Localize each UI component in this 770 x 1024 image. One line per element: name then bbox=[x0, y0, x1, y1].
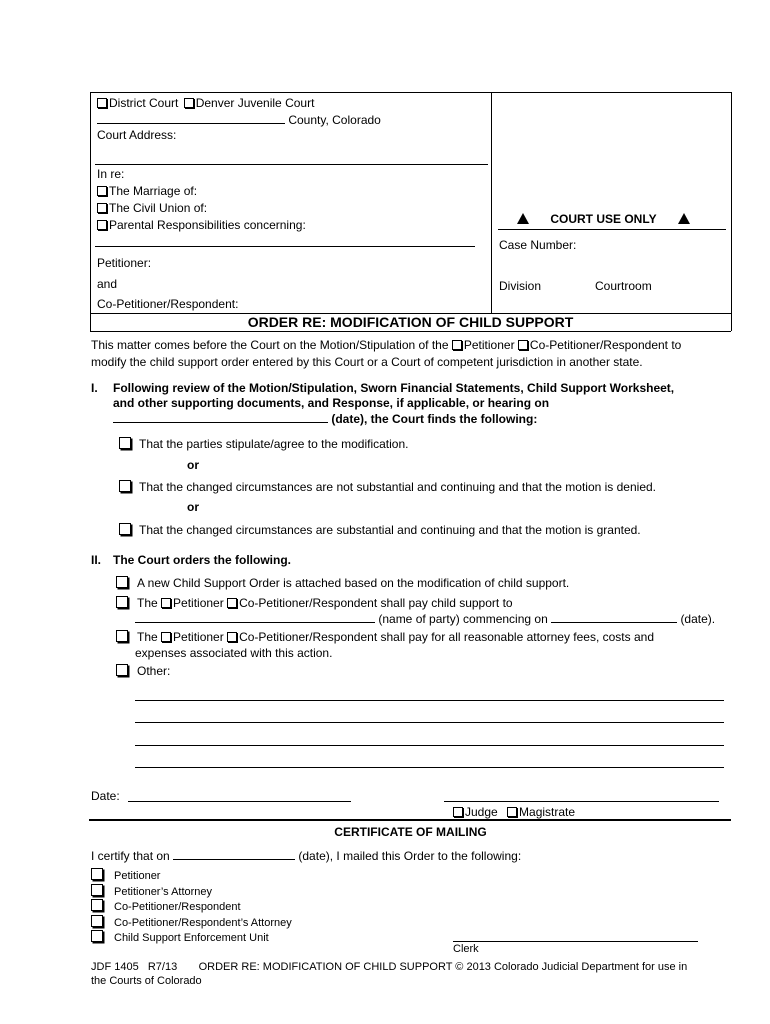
commencing-date-field[interactable] bbox=[551, 611, 677, 623]
list-item bbox=[91, 868, 292, 884]
order-2-petitioner-checkbox[interactable] bbox=[161, 598, 171, 608]
or-label: or bbox=[187, 500, 199, 514]
signature-line[interactable] bbox=[444, 801, 719, 802]
certify-text: I certify that on bbox=[91, 849, 170, 863]
county-line bbox=[97, 112, 381, 127]
order-3-petitioner-checkbox[interactable] bbox=[161, 632, 171, 642]
order-2-text: Co-Petitioner/Respondent shall pay child support to bbox=[239, 596, 513, 610]
date-label: Date: bbox=[91, 789, 120, 803]
county-field[interactable] bbox=[97, 112, 285, 124]
recipient-label: Petitioner’s Attorney bbox=[114, 885, 213, 898]
finding-1-checkbox[interactable] bbox=[119, 437, 131, 449]
list-item bbox=[91, 915, 292, 931]
order-3-line-2: expenses associated with this action. bbox=[135, 646, 333, 660]
recipient-label: Child Support Enforcement Unit bbox=[114, 932, 269, 944]
date-field[interactable] bbox=[128, 801, 351, 802]
recipient-checkbox[interactable] bbox=[91, 868, 103, 880]
hearing-date-field[interactable] bbox=[113, 411, 328, 423]
civil-union-label: The Civil Union of: bbox=[109, 201, 208, 215]
marriage-label: The Marriage of: bbox=[109, 184, 198, 198]
finding-option-3 bbox=[119, 523, 641, 537]
district-court-label: District Court bbox=[109, 96, 179, 110]
order-option-2 bbox=[116, 596, 513, 610]
order-2-petitioner-label: Petitioner bbox=[173, 596, 224, 610]
magistrate-label: Magistrate bbox=[519, 805, 576, 819]
intro-line-2: modify the child support order entered by this Court or a Court of competent jurisdiction in another state. bbox=[91, 355, 643, 369]
division-label: Division bbox=[499, 279, 542, 293]
order-3-petitioner-label: Petitioner bbox=[173, 630, 224, 644]
order-2-name-label: (name of party) commencing on bbox=[378, 612, 548, 626]
footer-line-2: the Courts of Colorado bbox=[91, 975, 202, 987]
order-3-checkbox[interactable] bbox=[116, 630, 128, 642]
order-option-1 bbox=[116, 576, 569, 590]
order-3-text: Co-Petitioner/Respondent shall pay for all reasonable attorney fees, costs and bbox=[239, 630, 654, 644]
recipient-label: Co-Petitioner/Respondent’s Attorney bbox=[114, 916, 292, 929]
section-1-number: I. bbox=[91, 381, 98, 395]
recipient-list bbox=[91, 868, 292, 946]
recipient-checkbox[interactable] bbox=[91, 915, 103, 927]
intro-text: This matter comes before the Court on the Motion/Stipulation of the bbox=[91, 338, 449, 352]
court-use-only-label: COURT USE ONLY bbox=[550, 212, 657, 226]
order-1-label: A new Child Support Order is attached based on the modification of child support. bbox=[137, 576, 570, 590]
finding-1-label: That the parties stipulate/agree to the modification. bbox=[139, 437, 409, 451]
section-1-line-3-text: (date), the Court finds the following: bbox=[331, 412, 538, 426]
list-item bbox=[91, 930, 292, 946]
recipient-checkbox[interactable] bbox=[91, 899, 103, 911]
case-number-label: Case Number: bbox=[499, 238, 577, 252]
judge-label: Judge bbox=[465, 805, 498, 819]
magistrate-checkbox[interactable] bbox=[507, 807, 517, 817]
clerk-signature-line[interactable] bbox=[453, 941, 698, 942]
finding-option-1 bbox=[119, 437, 409, 451]
denver-juvenile-checkbox[interactable] bbox=[184, 98, 194, 108]
other-line[interactable] bbox=[135, 722, 724, 723]
order-2-co-petitioner-checkbox[interactable] bbox=[227, 598, 237, 608]
order-option-3 bbox=[116, 630, 654, 644]
other-line[interactable] bbox=[135, 745, 724, 746]
finding-3-label: That the changed circumstances are substantial and continuing and that the motion is granted. bbox=[139, 523, 641, 537]
recipient-checkbox[interactable] bbox=[91, 884, 103, 896]
certify-text-2: (date), I mailed this Order to the following: bbox=[298, 849, 522, 863]
footer-line-1: JDF 1405 R7/13 ORDER RE: MODIFICATION OF CHILD SUPPORT © 2013 Colorado Judicial Department for use in bbox=[91, 961, 688, 973]
judge-checkbox[interactable] bbox=[453, 807, 463, 817]
other-line[interactable] bbox=[135, 767, 724, 768]
party-name-field[interactable] bbox=[135, 611, 375, 623]
courtroom-label: Courtroom bbox=[595, 279, 652, 293]
court-selection bbox=[97, 96, 314, 110]
order-option-other bbox=[116, 664, 170, 678]
list-item bbox=[91, 884, 292, 900]
co-petitioner-label: Co-Petitioner/Respondent: bbox=[97, 297, 239, 311]
civil-union-checkbox[interactable] bbox=[97, 203, 107, 213]
mailing-date-field[interactable] bbox=[173, 848, 295, 860]
marriage-option bbox=[97, 184, 197, 198]
section-2-heading: The Court orders the following. bbox=[113, 553, 291, 567]
marriage-checkbox[interactable] bbox=[97, 186, 107, 196]
list-item bbox=[91, 899, 292, 915]
page-title: ORDER RE: MODIFICATION OF CHILD SUPPORT bbox=[247, 314, 574, 330]
section-1-line-3 bbox=[113, 411, 537, 426]
order-2-checkbox[interactable] bbox=[116, 596, 128, 608]
other-checkbox[interactable] bbox=[116, 664, 128, 676]
triangle-up-icon bbox=[678, 213, 690, 224]
denver-juvenile-label: Denver Juvenile Court bbox=[195, 96, 315, 110]
county-label: County, Colorado bbox=[288, 113, 381, 127]
finding-2-checkbox[interactable] bbox=[119, 480, 131, 492]
order-3-the: The bbox=[137, 630, 158, 644]
section-1-line-2: and other supporting documents, and Response, if applicable, or hearing on bbox=[113, 396, 550, 410]
recipient-label: Petitioner bbox=[114, 870, 161, 882]
recipient-checkbox[interactable] bbox=[91, 930, 103, 942]
recipient-label: Co-Petitioner/Respondent bbox=[114, 901, 241, 913]
other-label: Other: bbox=[137, 664, 171, 678]
parental-label: Parental Responsibilities concerning: bbox=[109, 218, 306, 232]
order-3-co-petitioner-checkbox[interactable] bbox=[227, 632, 237, 642]
other-line[interactable] bbox=[135, 700, 724, 701]
parental-checkbox[interactable] bbox=[97, 220, 107, 230]
order-option-2-line-2 bbox=[135, 611, 715, 626]
court-address-label: Court Address: bbox=[97, 128, 177, 142]
order-2-date-label: (date). bbox=[680, 612, 716, 626]
finding-3-checkbox[interactable] bbox=[119, 523, 131, 535]
certify-line bbox=[91, 848, 521, 863]
intro-petitioner-label: Petitioner bbox=[463, 338, 515, 352]
judicial-officer bbox=[453, 805, 575, 819]
in-re-label: In re: bbox=[97, 167, 125, 181]
triangle-up-icon bbox=[517, 213, 529, 224]
finding-2-label: That the changed circumstances are not substantial and continuing and that the motion is denied. bbox=[139, 480, 656, 494]
clerk-label: Clerk bbox=[453, 943, 479, 955]
or-label: or bbox=[187, 458, 199, 472]
petitioner-label: Petitioner: bbox=[97, 256, 152, 270]
intro-co-petitioner-checkbox[interactable] bbox=[518, 340, 528, 350]
intro-line-1 bbox=[91, 338, 681, 352]
section-2-number: II. bbox=[91, 553, 102, 567]
certificate-heading: CERTIFICATE OF MAILING bbox=[334, 825, 487, 839]
divider bbox=[89, 819, 731, 821]
civil-union-option bbox=[97, 201, 207, 215]
court-use-only bbox=[517, 212, 690, 226]
finding-option-2 bbox=[119, 480, 656, 494]
district-court-checkbox[interactable] bbox=[97, 98, 107, 108]
section-1-line-1: Following review of the Motion/Stipulation, Sworn Financial Statements, Child Support Worksheet, bbox=[113, 381, 675, 395]
parental-option bbox=[97, 218, 306, 232]
order-2-the: The bbox=[137, 596, 158, 610]
intro-co-petitioner-label: Co-Petitioner/Respondent to bbox=[529, 338, 682, 352]
order-1-checkbox[interactable] bbox=[116, 576, 128, 588]
intro-petitioner-checkbox[interactable] bbox=[452, 340, 462, 350]
and-label: and bbox=[97, 277, 118, 291]
